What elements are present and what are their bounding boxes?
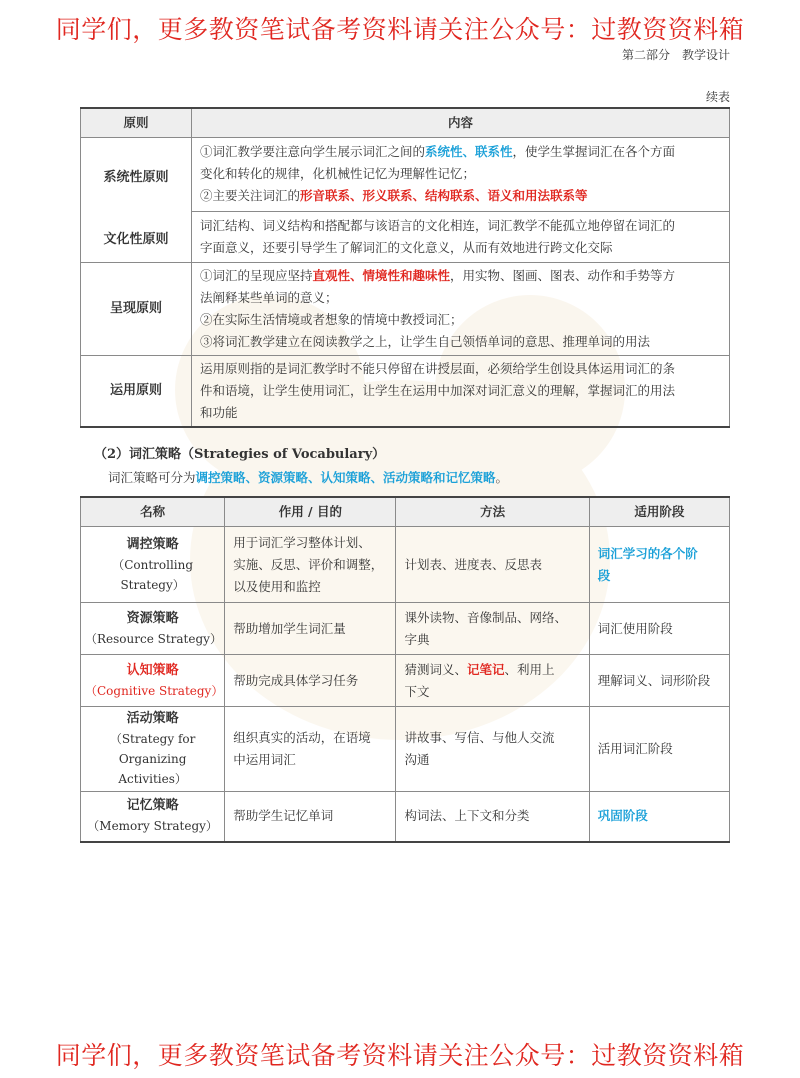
strategy-purpose: 用于词汇学习整体计划、 实施、反思、评价和调整， 以及使用和监控 [225,527,396,603]
content-line: 件和语境，让学生使用词汇，让学生在运用中加深对词汇意义的理解，掌握词汇的用法 [200,383,676,398]
running-head: 第二部分 教学设计 [621,48,730,62]
principle-name: 系统性原则 [103,170,169,185]
content-line: 法阐释某些单词的意义； [200,290,338,305]
table-row [81,603,730,655]
table-header-row [81,108,730,138]
table-row [81,527,730,603]
strategy-method: 课外读物、音像制品、网络、 字典 [396,603,589,655]
table-row [81,792,730,842]
principle-name: 运用原则 [81,356,192,428]
table-row [81,263,730,356]
strategy-method: 构词法、上下文和分类 [396,792,589,842]
table-row [81,138,730,212]
content-line: 词汇结构、词义结构和搭配都与该语言的文化相连，词汇教学不能孤立地停留在词汇的 [200,217,676,233]
principle-name: 呈现原则 [81,263,192,356]
principle-content [192,138,730,212]
strategy-stage: 活用词汇阶段 [589,707,729,792]
principle-name: 文化性原则 [103,232,169,247]
principle-content [192,211,730,262]
table-continued-label: 续表 [705,90,730,104]
content-line: ①词汇的呈现应坚持直观性、情境性和趣味性，用实物、图画、图表、动作和手势等方 [200,268,676,283]
content-line: ②在实际生活情境或者想象的情境中教授词汇； [200,312,463,327]
strategy-stage: 词汇学习的各个阶 段 [589,527,729,603]
strategy-stage: 词汇使用阶段 [589,603,729,655]
principle-name-cell [81,138,192,263]
principle-content [192,263,730,356]
header-method: 方法 [396,497,589,527]
strategy-purpose: 帮助学生记忆单词 [225,792,396,842]
content-line: 变化和转化的规律，化机械性记忆为理解性记忆； [200,166,476,182]
content-line: 字面意义，还要引导学生了解词汇的文化意义，从而有效地进行跨文化交际 [200,239,613,255]
principles-table [80,107,730,428]
strategy-name: 活动策略 （Strategy for Organizing Activities） [81,707,225,792]
section-heading: （2）词汇策略（Strategies of Vocabulary） [94,447,386,462]
strategy-purpose: 帮助完成具体学习任务 [225,655,396,707]
strategy-purpose: 组织真实的活动，在语境 中运用词汇 [225,707,396,792]
strategy-name: 资源策略 （Resource Strategy） [81,603,225,655]
strategy-method: 猜测词义、记笔记、利用上 下文 [396,655,589,707]
strategy-name: 认知策略 （Cognitive Strategy） [81,655,225,707]
table-row [81,707,730,792]
content-line: 和功能 [200,405,238,420]
strategy-method: 计划表、进度表、反思表 [396,527,589,603]
strategy-method: 讲故事、写信、与他人交流 沟通 [396,707,589,792]
content-line: ②主要关注词汇的形音联系、形义联系、结构联系、语义和用法联系等 [200,188,588,204]
strategies-table [80,496,730,843]
strategy-stage: 巩固阶段 [589,792,729,842]
header-content: 内容 [192,108,730,138]
content-line: ①词汇教学要注意向学生展示词汇之间的系统性、联系性，使学生掌握词汇在各个方面 [200,144,676,160]
strategy-stage: 理解词义、词形阶段 [589,655,729,707]
table-row [81,655,730,707]
header-purpose: 作用 / 目的 [225,497,396,527]
promo-banner-bottom: 同学们，更多教资笔试备考资料请关注公众号：过教资资料箱 [55,1041,745,1070]
header-stage: 适用阶段 [589,497,729,527]
header-name: 名称 [81,497,225,527]
content-line: ③将词汇教学建立在阅读教学之上，让学生自己领悟单词的意思、推理单词的用法 [200,334,651,349]
strategy-name: 调控策略 （Controlling Strategy） [81,527,225,603]
strategy-name: 记忆策略 （Memory Strategy） [81,792,225,842]
table-row [81,356,730,428]
promo-banner-top: 同学们，更多教资笔试备考资料请关注公众号：过教资资料箱 [55,15,745,44]
content-line: 运用原则指的是词汇教学时不能只停留在讲授层面，必须给学生创设具体运用词汇的条 [200,361,676,376]
principle-content [192,356,730,428]
header-principle: 原则 [81,108,192,138]
strategy-purpose: 帮助增加学生词汇量 [225,603,396,655]
section-intro: 词汇策略可分为调控策略、资源策略、认知策略、活动策略和记忆策略。 [108,470,509,485]
table-header-row [81,497,730,527]
